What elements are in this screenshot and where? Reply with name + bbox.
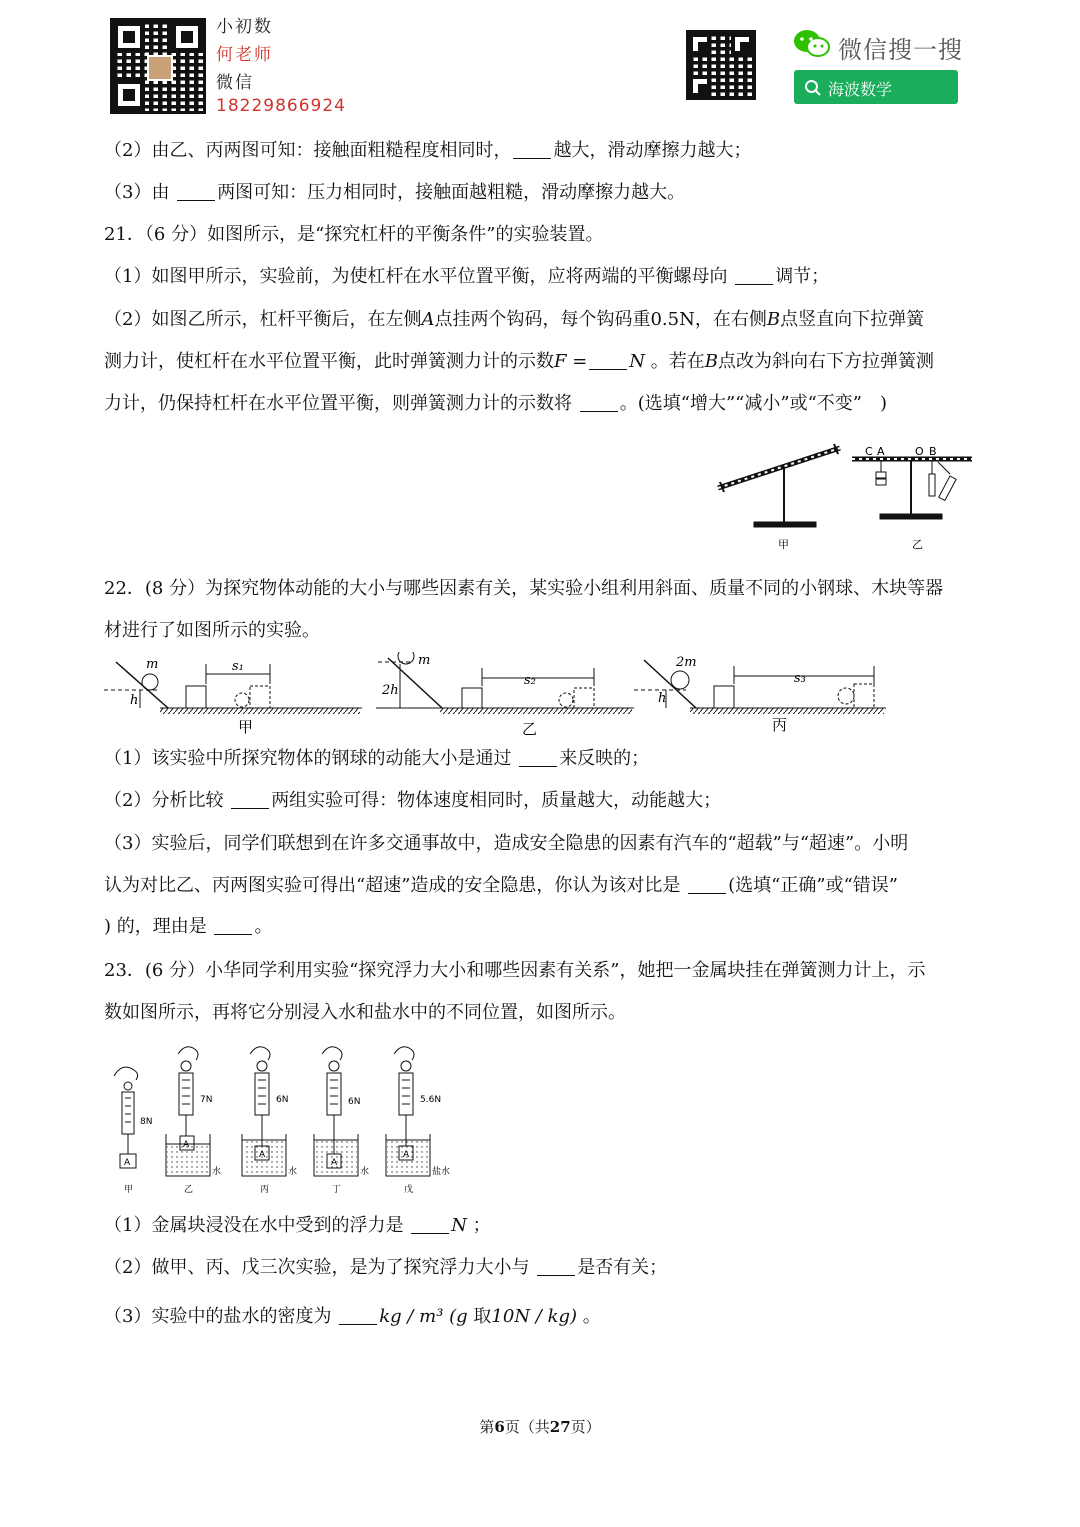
- text-segment: 点挂两个钩码，每个钩码重: [434, 309, 651, 330]
- wechat-search-button[interactable]: [794, 70, 958, 104]
- text-line: [104, 831, 980, 857]
- footer-text: 第: [479, 1418, 495, 1436]
- mass-m1: m: [146, 657, 159, 672]
- text-line: [104, 873, 980, 899]
- mass-m2: m: [418, 653, 431, 668]
- variable: N: [451, 1215, 467, 1236]
- avatar: [147, 55, 173, 81]
- figure-slopes: [100, 652, 890, 738]
- height-h2: 2h: [382, 683, 399, 698]
- caption-yi: 乙: [522, 720, 538, 738]
- caption-jia: 甲: [238, 718, 254, 736]
- text-segment: 来反映的；: [559, 748, 650, 769]
- answer-blank: [214, 916, 252, 935]
- text-line: [104, 138, 980, 164]
- block-A: A: [331, 1158, 338, 1168]
- answer-blank: [513, 140, 551, 159]
- text-segment: (选填“正确”或“错误”: [728, 875, 898, 896]
- scale-jia: [114, 1067, 138, 1168]
- answer-blank: [231, 790, 269, 809]
- question-23-title: [104, 958, 980, 984]
- text-segment: （3）由: [104, 182, 170, 203]
- label-B: B: [929, 445, 937, 458]
- text-segment: 测力计，使杠杆在水平位置平衡，此时弹簧测力计的示数: [104, 351, 554, 372]
- liquid-water: 水: [288, 1167, 298, 1177]
- text-segment: 22．(8 分）为探究物体动能的大小与哪些因素有关，某实验小组利用斜面、质量不同的小钢球、木块等器: [104, 578, 944, 599]
- label-O: O: [915, 445, 924, 458]
- caption-jia: 甲: [124, 1185, 134, 1195]
- variable: 0.5N: [650, 309, 695, 330]
- text-segment: 调节；: [775, 266, 830, 287]
- dist-s2: s₂: [524, 673, 536, 688]
- text-line: [104, 1255, 980, 1281]
- block-A: A: [124, 1158, 131, 1168]
- text-line: [104, 180, 980, 206]
- text-segment: （2）做甲、丙、戊三次实验，是为了探究浮力大小与: [104, 1257, 530, 1278]
- text-segment: 。: [582, 1306, 601, 1327]
- text-segment: 21．（6 分）如图所示，是“探究杠杆的平衡条件”的实验装置。: [104, 224, 604, 245]
- answer-blank: [688, 875, 726, 894]
- text-segment: 点改为斜向右下方拉弹簧测: [718, 351, 935, 372]
- variable: B: [766, 309, 781, 330]
- text-segment: （1）该实验中所探究物体的钢球的动能大小是通过: [104, 748, 512, 769]
- reading-wu: 5.6N: [420, 1095, 442, 1105]
- qr-code-right: [686, 30, 756, 100]
- slope-yi: [376, 652, 634, 714]
- reading-bing: 6N: [276, 1095, 289, 1105]
- text-segment: （2）由乙、丙两图可知：接触面粗糙程度相同时，: [104, 140, 512, 161]
- contact-phone: 18229866924: [216, 96, 346, 116]
- text-segment: 是否有关；: [577, 1257, 668, 1278]
- liquid-salt-water: 盐水: [432, 1167, 451, 1177]
- reading-jia: 8N: [140, 1117, 153, 1127]
- figure-lever: [710, 438, 990, 556]
- text-segment: 两组实验可得：物体速度相同时，质量越大，动能越大；: [271, 790, 722, 811]
- liquid-water: 水: [212, 1167, 222, 1177]
- contact-line3: 微信: [216, 73, 254, 93]
- text-segment: （2）如图乙所示，杠杆平衡后，在左侧: [104, 309, 422, 330]
- page-number: 6: [494, 1418, 505, 1436]
- text-line: [104, 788, 980, 814]
- lever-yi: [852, 459, 972, 519]
- text-line: [104, 1304, 980, 1330]
- caption-wu: 戊: [404, 1185, 414, 1195]
- text-segment: （3）实验中的盐水的密度为: [104, 1306, 332, 1327]
- dist-s3: s₃: [794, 671, 806, 686]
- reading-ding: 6N: [348, 1097, 361, 1107]
- footer-text: 页（共: [504, 1418, 550, 1436]
- lever-jia: [718, 444, 840, 527]
- text-segment: 。(选填“增大”“减小”或“不变” ): [619, 393, 887, 414]
- search-icon: [804, 79, 822, 97]
- text-segment: 越大，滑动摩擦力越大；: [553, 140, 752, 161]
- label-A: A: [877, 445, 885, 458]
- block-A: A: [259, 1150, 266, 1160]
- slope-bing: [634, 660, 886, 714]
- contact-line1: 小初数: [216, 17, 273, 37]
- answer-blank: [411, 1215, 449, 1234]
- text-line: [104, 914, 980, 940]
- text-segment: 点竖直向下拉弹簧: [780, 309, 925, 330]
- text-segment: 。: [254, 916, 273, 937]
- question-22-title: [104, 576, 980, 602]
- text-line: [104, 1000, 980, 1026]
- text-segment: 取: [473, 1306, 492, 1327]
- answer-blank: [589, 351, 627, 370]
- figure-buoyancy: [100, 1040, 470, 1200]
- footer-text: 页）: [570, 1418, 601, 1436]
- page-total: 27: [549, 1418, 571, 1436]
- text-line: [104, 307, 980, 333]
- scale-yi: [166, 1047, 213, 1176]
- qr-code-left: [110, 18, 206, 114]
- variable: F =: [554, 351, 588, 372]
- variable: B: [704, 351, 719, 372]
- text-line: [104, 349, 980, 375]
- caption-bing: 丙: [772, 716, 788, 734]
- wechat-icon: [792, 28, 832, 60]
- block-A: A: [183, 1140, 190, 1150]
- reading-yi: 7N: [200, 1095, 213, 1105]
- page-footer: [0, 1416, 1080, 1437]
- caption-bing: 丙: [260, 1185, 270, 1195]
- text-segment: ；: [472, 1215, 491, 1236]
- text-segment: 23．(6 分）小华同学利用实验“探究浮力大小和哪些因素有关系”，她把一金属块挂在弹簧测力计上，示: [104, 960, 926, 981]
- variable: 10N / kg): [491, 1306, 578, 1327]
- text-segment: 数如图所示，再将它分别浸入水和盐水中的不同位置，如图所示。: [104, 1002, 626, 1023]
- text-segment: 认为对比乙、丙两图实验可得出“超速”造成的安全隐患，你认为该对比是: [104, 875, 681, 896]
- caption-yi: 乙: [912, 538, 923, 551]
- caption-jia: 甲: [778, 538, 789, 551]
- caption-ding: 丁: [332, 1185, 342, 1195]
- answer-blank: [519, 748, 557, 767]
- text-segment: （1）如图甲所示，实验前，为使杠杆在水平位置平衡，应将两端的平衡螺母向: [104, 266, 728, 287]
- text-line: [104, 1213, 980, 1239]
- text-segment: ) 的，理由是: [104, 916, 207, 937]
- answer-blank: [177, 182, 215, 201]
- variable: A: [421, 309, 435, 330]
- text-line: [104, 391, 980, 417]
- text-segment: 力计，仍保持杠杆在水平位置平衡，则弹簧测力计的示数将: [104, 393, 572, 414]
- variable: kg / m³ (g: [379, 1306, 468, 1327]
- text-line: [104, 618, 980, 644]
- dist-s1: s₁: [232, 659, 244, 674]
- text-segment: ，在右侧: [694, 309, 767, 330]
- answer-blank: [580, 393, 618, 412]
- text-line: [104, 264, 980, 290]
- text-segment: （2）分析比较: [104, 790, 224, 811]
- text-segment: （1）金属块浸没在水中受到的浮力是: [104, 1215, 404, 1236]
- variable: N: [629, 351, 646, 372]
- text-line: [104, 746, 980, 772]
- label-C: C: [865, 445, 873, 458]
- question-21-title: [104, 222, 980, 248]
- liquid-water: 水: [360, 1167, 370, 1177]
- text-segment: 。若在: [650, 351, 705, 372]
- answer-blank: [735, 266, 773, 285]
- height-h1: h: [130, 693, 139, 708]
- answer-blank: [339, 1306, 377, 1325]
- text-segment: 两图可知：压力相同时，接触面越粗糙，滑动摩擦力越大。: [217, 182, 686, 203]
- height-h3: h: [658, 691, 667, 706]
- scale-ding: [314, 1047, 361, 1176]
- contact-line2: 何老师: [216, 45, 273, 65]
- block-A: A: [403, 1150, 410, 1160]
- text-segment: （3）实验后，同学们联想到在许多交通事故中，造成安全隐患的因素有汽车的“超载”与“超速”。小明: [104, 833, 909, 854]
- text-segment: 材进行了如图所示的实验。: [104, 620, 320, 641]
- mass-m3: 2m: [676, 655, 697, 670]
- answer-blank: [537, 1257, 575, 1276]
- wechat-search-button-label: 海波数学: [828, 80, 893, 99]
- wechat-search-title: 微信搜一搜: [838, 36, 963, 64]
- caption-yi: 乙: [184, 1185, 194, 1195]
